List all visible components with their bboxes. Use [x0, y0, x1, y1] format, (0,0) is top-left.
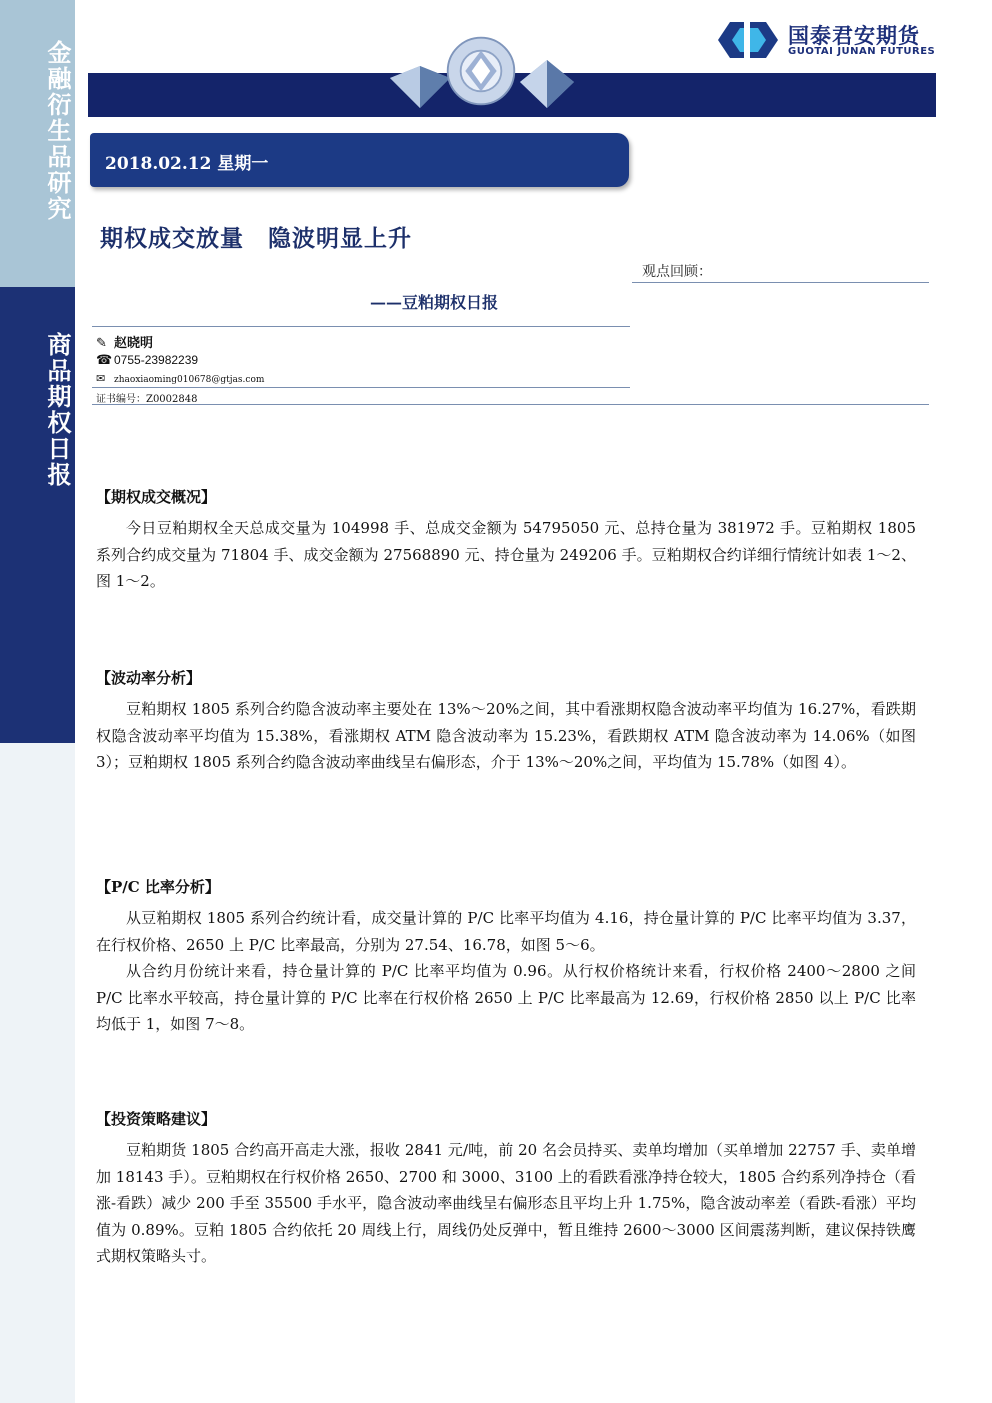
- phone-row: [96, 352, 198, 368]
- company-logo: [718, 20, 938, 60]
- divider: [632, 282, 929, 283]
- section-strategy: [96, 1108, 916, 1270]
- section-heading: 【投资策略建议】: [96, 1110, 217, 1128]
- pencil-icon: ✎: [96, 335, 107, 350]
- section-trading-overview: [96, 486, 916, 595]
- page-title: 期权成交放量 隐波明显上升: [100, 225, 412, 252]
- sidebar-report-panel: [0, 287, 75, 743]
- divider: [92, 326, 630, 327]
- section-paragraph: 今日豆粕期权全天总成交量为 104998 手、总成交金额为 54795050 元、总持仓量为 381972 手。豆粕期权 1805 系列合约成交量为 71804 手、成交金额为 27568890 元、持仓量为 249206 手。豆粕期权合约详细行情统计如表 1～2、图 1～2。: [96, 519, 916, 590]
- author-cert: 证书编号：Z0002848: [96, 394, 198, 405]
- email-row: [96, 372, 264, 385]
- review-label: 观点回顾：: [642, 264, 712, 280]
- sidebar-bottom-panel: [0, 743, 75, 1403]
- logo-mark-icon: [718, 20, 778, 60]
- section-heading: 【波动率分析】: [96, 669, 202, 687]
- section-pc-ratio: [96, 876, 916, 1038]
- diamond-icon: [512, 38, 582, 112]
- author-phone: 0755-23982239: [114, 353, 199, 367]
- mail-icon: ✉: [96, 373, 106, 385]
- sidebar-report-label: 商品期权日报: [43, 332, 71, 488]
- section-paragraph: 豆粕期货 1805 合约高开高走大涨，报收 2841 元/吨，前 20 名会员持买、卖单均增加（买单增加 22757 手、卖单增加 18143 手）。豆粕期权在行权价格 2650、2700 和 3000、3100 上的看跌看涨净持仓较大，1805 合约系列净持仓（看涨-看跌）减少 200 手至 35500 手水平，隐含波动率曲线呈右偏形态且平均上升 1.75%，隐含波动率差（看跌-看涨）平均值为 0.89%。豆粕 1805 合约依托 20 周线上行，周线仍处反弹中，暂且维持 2600～3000 区间震荡判断，建议保持铁鹰式期权策略头寸。: [96, 1141, 916, 1265]
- logo-name-cn: 国泰君安期货: [788, 24, 920, 48]
- report-date: 2018.02.12 星期一: [105, 154, 269, 174]
- sidebar-category-label: 金融衍生品研究: [43, 40, 71, 222]
- author-email: zhaoxiaoming010678@gtjas.com: [114, 375, 265, 385]
- section-volatility: [96, 667, 916, 776]
- date-bar: [90, 133, 629, 187]
- report-subtitle: ——豆粕期权日报: [370, 293, 499, 312]
- author-row: [96, 332, 153, 351]
- section-paragraph: 从合约月份统计来看，持仓量计算的 P/C 比率平均值为 0.96。从行权价格统计来看，行权价格 2400～2800 之间 P/C 比率水平较高，持仓量计算的 P/C 比率在行权价格 2650 上 P/C 比率最高为 12.69，行权价格 2850 以上 P/C 比率均低于 1，如图 7～8。: [96, 962, 916, 1033]
- section-paragraph: 从豆粕期权 1805 系列合约统计看，成交量计算的 P/C 比率平均值为 4.16，持仓量计算的 P/C 比率平均值为 3.37，在行权价格、2650 上 P/C 比率最高，分别为 27.54、16.78，如图 5～6。: [96, 909, 916, 954]
- author-name: 赵晓明: [114, 336, 154, 351]
- divider: [92, 404, 929, 405]
- section-paragraph: 豆粕期权 1805 系列合约隐含波动率主要处在 13%～20%之间，其中看涨期权隐含波动率平均值为 16.27%，看跌期权隐含波动率平均值为 15.38%，看涨期权 ATM 隐含波动率为 15.23%，看跌期权 ATM 隐含波动率为 14.06%（如图 3）；豆粕期权 1805 系列合约隐含波动率曲线呈右偏形态，介于 13%～20%之间，平均值为 15.78%（如图 4）。: [96, 700, 916, 771]
- sidebar-top-panel: [0, 0, 75, 287]
- phone-icon: ☎: [96, 352, 113, 367]
- divider: [92, 387, 630, 388]
- section-heading: 【P/C 比率分析】: [96, 878, 220, 896]
- logo-name-en: GUOTAI JUNAN FUTURES: [788, 46, 936, 57]
- section-heading: 【期权成交概况】: [96, 488, 217, 506]
